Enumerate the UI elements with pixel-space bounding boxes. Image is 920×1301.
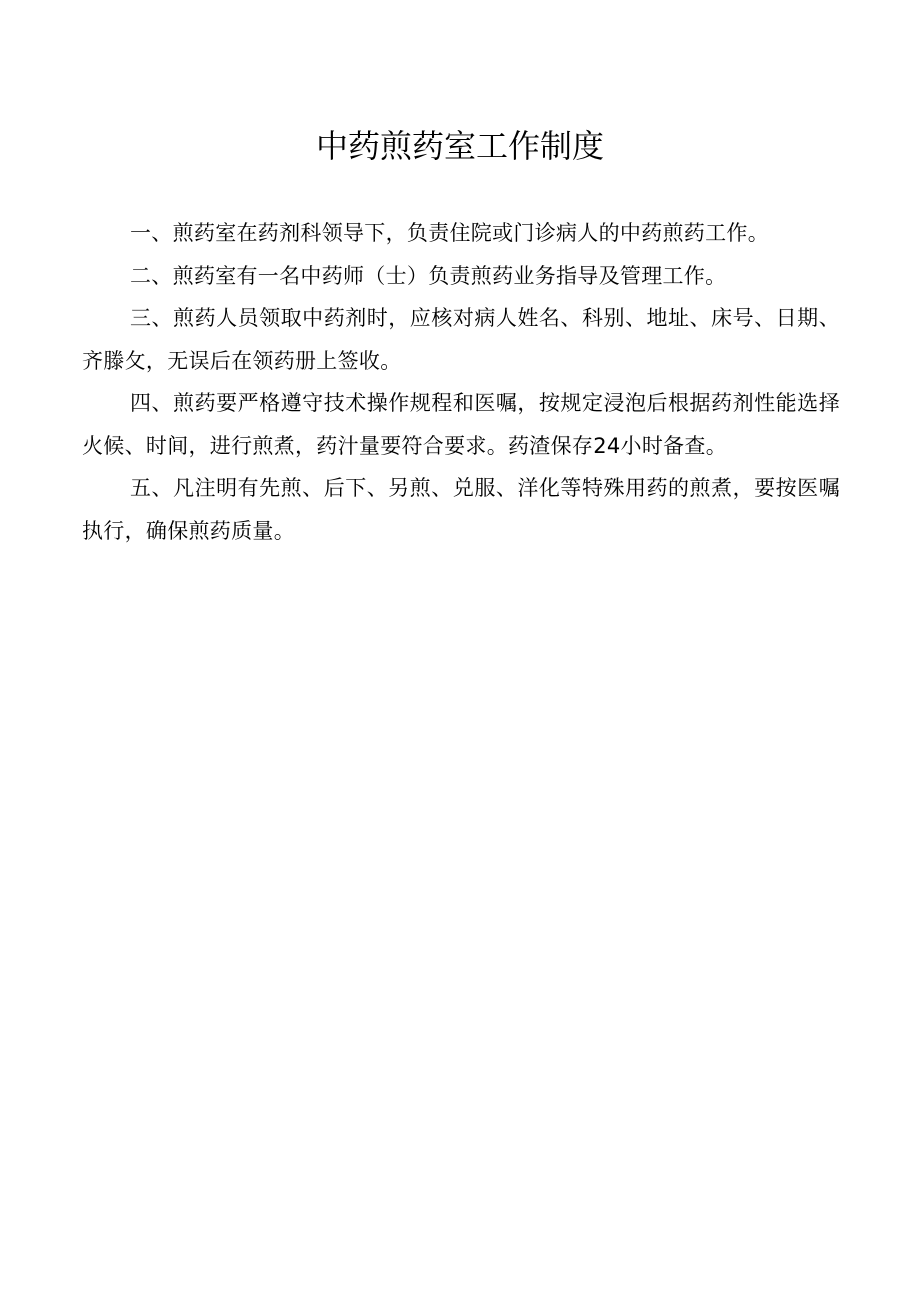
document-body (82, 212, 840, 552)
rule-paragraph-5: 五、凡注明有先煎、后下、另煎、兑服、洋化等特殊用药的煎煮，要按医嘱执行，确保煎药质量。 (82, 476, 840, 543)
rule-paragraph-2: 二、煎药室有一名中药师（士）负责煎药业务指导及管理工作。 (130, 263, 727, 288)
rule-paragraph-4: 四、煎药要严格遵守技术操作规程和医嘱，按规定浸泡后根据药剂性能选择火候、时间，进行煎煮，药汁量要符合要求。药渣保存24小时备查。 (82, 391, 840, 458)
rule-paragraph-3: 三、煎药人员领取中药剂时，应核对病人姓名、科别、地址、床号、日期、齐滕攵，无误后在领药册上签收。 (82, 306, 840, 373)
document-title: 中药煎药室工作制度 (315, 127, 604, 165)
rule-paragraph-1: 一、煎药室在药剂科领导下，负责住院或门诊病人的中药煎药工作。 (130, 221, 769, 245)
